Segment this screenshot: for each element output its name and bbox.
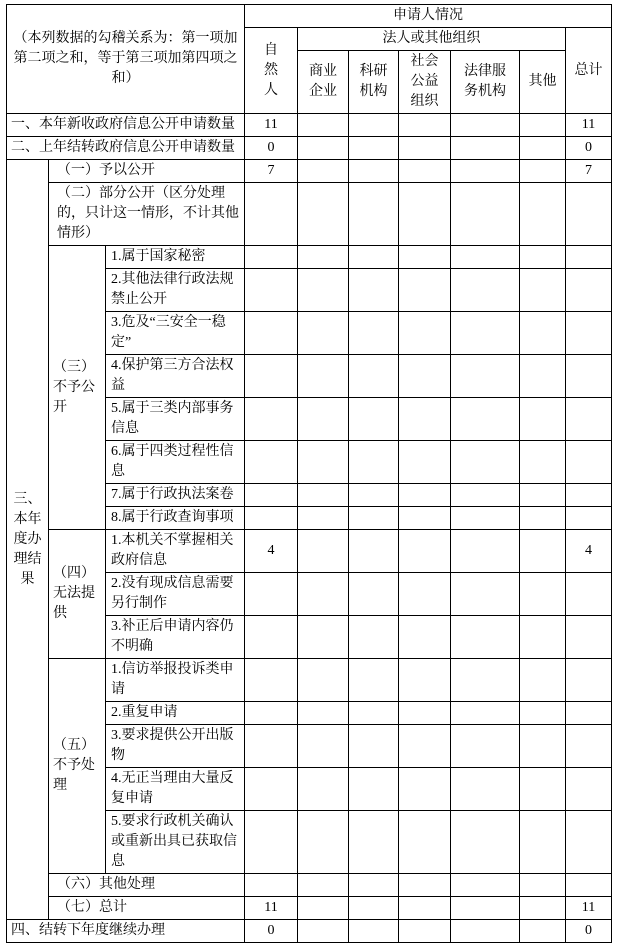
value-cell bbox=[245, 398, 298, 441]
value-cell bbox=[349, 874, 399, 897]
value-cell bbox=[399, 441, 451, 484]
value-cell: 0 bbox=[566, 137, 612, 160]
value-cell bbox=[451, 137, 520, 160]
value-cell bbox=[566, 312, 612, 355]
row-label-cell: （六）其他处理 bbox=[49, 874, 245, 897]
row-label-cell: 一、本年新收政府信息公开申请数量 bbox=[7, 114, 245, 137]
value-cell bbox=[566, 725, 612, 768]
value-cell bbox=[451, 725, 520, 768]
value-cell: 4 bbox=[245, 530, 298, 573]
value-cell bbox=[451, 702, 520, 725]
value-cell bbox=[566, 246, 612, 269]
value-cell bbox=[349, 897, 399, 920]
value-cell bbox=[399, 507, 451, 530]
value-cell bbox=[349, 725, 399, 768]
gov-info-disclosure-table bbox=[6, 4, 612, 943]
value-cell bbox=[520, 355, 566, 398]
row-label-cell: 3.危及“三安全一稳定” bbox=[106, 312, 245, 355]
col-header-legal-org-group: 法人或其他组织 bbox=[298, 28, 566, 51]
col-header-legal-service-agency-label: 法律服务机构 bbox=[464, 64, 506, 99]
value-cell bbox=[451, 114, 520, 137]
value-cell bbox=[520, 160, 566, 183]
value-cell bbox=[566, 659, 612, 702]
table-row bbox=[7, 920, 612, 943]
value-cell bbox=[298, 725, 349, 768]
row-label-cell: 4.保护第三方合法权益 bbox=[106, 355, 245, 398]
row-label-cell: 1.信访举报投诉类申请 bbox=[106, 659, 245, 702]
value-cell bbox=[451, 246, 520, 269]
value-cell bbox=[349, 530, 399, 573]
value-cell bbox=[245, 484, 298, 507]
value-cell bbox=[349, 573, 399, 616]
value-cell bbox=[245, 441, 298, 484]
value-cell bbox=[399, 725, 451, 768]
value-cell bbox=[451, 811, 520, 874]
table-row bbox=[7, 114, 612, 137]
value-cell bbox=[520, 920, 566, 943]
value-cell bbox=[520, 183, 566, 246]
table-row bbox=[7, 246, 612, 269]
value-cell bbox=[349, 811, 399, 874]
row-label-cell: 1.本机关不掌握相关政府信息 bbox=[106, 530, 245, 573]
value-cell bbox=[298, 874, 349, 897]
table-row bbox=[7, 160, 612, 183]
table-row bbox=[7, 183, 612, 246]
value-cell bbox=[566, 484, 612, 507]
value-cell bbox=[245, 507, 298, 530]
value-cell bbox=[451, 530, 520, 573]
col-header-total: 总计 bbox=[566, 28, 612, 114]
row-label-cell: （七）总计 bbox=[49, 897, 245, 920]
value-cell bbox=[245, 702, 298, 725]
value-cell bbox=[349, 702, 399, 725]
value-cell bbox=[520, 811, 566, 874]
col-header-research-institution bbox=[349, 51, 399, 114]
value-cell bbox=[566, 398, 612, 441]
value-cell bbox=[298, 616, 349, 659]
value-cell bbox=[399, 183, 451, 246]
value-cell bbox=[399, 616, 451, 659]
row-label-cell: 二、上年结转政府信息公开申请数量 bbox=[7, 137, 245, 160]
col-header-commercial-enterprise bbox=[298, 51, 349, 114]
value-cell bbox=[399, 269, 451, 312]
value-cell bbox=[566, 702, 612, 725]
value-cell bbox=[399, 246, 451, 269]
value-cell bbox=[520, 616, 566, 659]
value-cell bbox=[520, 768, 566, 811]
value-cell bbox=[520, 507, 566, 530]
value-cell bbox=[520, 269, 566, 312]
value-cell bbox=[520, 897, 566, 920]
value-cell bbox=[451, 616, 520, 659]
value-cell bbox=[399, 114, 451, 137]
value-cell bbox=[399, 398, 451, 441]
value-cell bbox=[298, 659, 349, 702]
value-cell bbox=[245, 312, 298, 355]
col-header-legal-service-agency bbox=[451, 51, 520, 114]
value-cell: 11 bbox=[245, 897, 298, 920]
value-cell bbox=[349, 398, 399, 441]
row-label-cell: 2.没有现成信息需要另行制作 bbox=[106, 573, 245, 616]
value-cell bbox=[298, 573, 349, 616]
value-cell bbox=[399, 137, 451, 160]
group-label-cell: （三）不予公开 bbox=[49, 246, 106, 530]
value-cell bbox=[566, 768, 612, 811]
value-cell bbox=[451, 659, 520, 702]
value-cell: 7 bbox=[245, 160, 298, 183]
value-cell bbox=[520, 530, 566, 573]
row-label-cell: 6.属于四类过程性信息 bbox=[106, 441, 245, 484]
value-cell bbox=[245, 811, 298, 874]
value-cell bbox=[566, 269, 612, 312]
value-cell bbox=[399, 768, 451, 811]
value-cell bbox=[566, 183, 612, 246]
value-cell bbox=[451, 398, 520, 441]
col-header-commercial-enterprise-label: 商业企业 bbox=[309, 64, 337, 99]
value-cell: 7 bbox=[566, 160, 612, 183]
value-cell bbox=[399, 160, 451, 183]
value-cell bbox=[399, 573, 451, 616]
row-label-cell: 2.其他法律行政法规禁止公开 bbox=[106, 269, 245, 312]
row-label-cell: 7.属于行政执法案卷 bbox=[106, 484, 245, 507]
table-row bbox=[7, 659, 612, 702]
corner-note: （本列数据的勾稽关系为：第一项加第二项之和，等于第三项加第四项之和） bbox=[7, 5, 245, 114]
value-cell bbox=[399, 702, 451, 725]
value-cell bbox=[245, 573, 298, 616]
value-cell: 11 bbox=[566, 114, 612, 137]
value-cell bbox=[520, 484, 566, 507]
value-cell bbox=[520, 312, 566, 355]
value-cell bbox=[349, 659, 399, 702]
value-cell bbox=[349, 114, 399, 137]
value-cell bbox=[451, 441, 520, 484]
table-row bbox=[7, 874, 612, 897]
value-cell bbox=[520, 114, 566, 137]
value-cell bbox=[451, 160, 520, 183]
value-cell bbox=[520, 702, 566, 725]
col-header-natural-person-label: 自然人 bbox=[264, 42, 278, 98]
value-cell bbox=[451, 355, 520, 398]
col-header-other: 其他 bbox=[520, 51, 566, 114]
value-cell bbox=[566, 874, 612, 897]
value-cell: 11 bbox=[566, 897, 612, 920]
value-cell bbox=[451, 312, 520, 355]
table-row bbox=[7, 137, 612, 160]
value-cell bbox=[520, 573, 566, 616]
value-cell bbox=[399, 811, 451, 874]
value-cell bbox=[520, 725, 566, 768]
value-cell bbox=[451, 183, 520, 246]
section-label-cell: 三、本年度办理结果 bbox=[7, 160, 49, 920]
value-cell bbox=[520, 874, 566, 897]
value-cell bbox=[349, 269, 399, 312]
value-cell bbox=[349, 507, 399, 530]
value-cell bbox=[298, 811, 349, 874]
value-cell bbox=[566, 811, 612, 874]
value-cell bbox=[451, 573, 520, 616]
value-cell: 0 bbox=[245, 137, 298, 160]
value-cell bbox=[349, 137, 399, 160]
row-label-cell: （一）予以公开 bbox=[49, 160, 245, 183]
value-cell bbox=[451, 768, 520, 811]
value-cell bbox=[566, 355, 612, 398]
row-label-cell: 3.要求提供公开出版物 bbox=[106, 725, 245, 768]
value-cell bbox=[566, 441, 612, 484]
value-cell bbox=[245, 616, 298, 659]
value-cell bbox=[298, 530, 349, 573]
value-cell bbox=[298, 398, 349, 441]
value-cell bbox=[451, 507, 520, 530]
value-cell bbox=[399, 484, 451, 507]
value-cell bbox=[520, 398, 566, 441]
value-cell bbox=[298, 355, 349, 398]
value-cell bbox=[298, 183, 349, 246]
value-cell bbox=[566, 573, 612, 616]
col-header-natural-person bbox=[245, 28, 298, 114]
value-cell bbox=[451, 484, 520, 507]
value-cell bbox=[298, 137, 349, 160]
value-cell: 0 bbox=[245, 920, 298, 943]
value-cell bbox=[298, 484, 349, 507]
row-label-cell: 4.无正当理由大量反复申请 bbox=[106, 768, 245, 811]
value-cell bbox=[399, 659, 451, 702]
col-header-research-institution-label: 科研机构 bbox=[359, 64, 388, 99]
value-cell: 4 bbox=[566, 530, 612, 573]
header-row-applicant bbox=[7, 5, 612, 28]
value-cell bbox=[298, 897, 349, 920]
row-label-cell: 1.属于国家秘密 bbox=[106, 246, 245, 269]
value-cell: 11 bbox=[245, 114, 298, 137]
row-label-cell: 5.要求行政机关确认或重新出具已获取信息 bbox=[106, 811, 245, 874]
value-cell bbox=[399, 312, 451, 355]
value-cell bbox=[520, 659, 566, 702]
value-cell bbox=[520, 246, 566, 269]
row-label-cell: 5.属于三类内部事务信息 bbox=[106, 398, 245, 441]
value-cell bbox=[349, 768, 399, 811]
value-cell bbox=[349, 160, 399, 183]
value-cell bbox=[298, 114, 349, 137]
value-cell bbox=[399, 355, 451, 398]
row-label-cell: 2.重复申请 bbox=[106, 702, 245, 725]
value-cell bbox=[298, 768, 349, 811]
row-label-cell: 8.属于行政查询事项 bbox=[106, 507, 245, 530]
value-cell bbox=[566, 616, 612, 659]
value-cell bbox=[298, 702, 349, 725]
value-cell bbox=[520, 441, 566, 484]
value-cell bbox=[349, 920, 399, 943]
value-cell bbox=[451, 920, 520, 943]
table-row bbox=[7, 530, 612, 573]
value-cell bbox=[349, 246, 399, 269]
value-cell bbox=[451, 874, 520, 897]
value-cell bbox=[245, 246, 298, 269]
value-cell bbox=[298, 920, 349, 943]
row-label-cell: 3.补正后申请内容仍不明确 bbox=[106, 616, 245, 659]
col-header-public-welfare-org bbox=[399, 51, 451, 114]
value-cell bbox=[349, 183, 399, 246]
value-cell bbox=[298, 160, 349, 183]
row-label-cell: （二）部分公开（区分处理的，只计这一情形，不计其他情形） bbox=[49, 183, 245, 246]
value-cell bbox=[245, 659, 298, 702]
value-cell bbox=[399, 920, 451, 943]
value-cell bbox=[520, 137, 566, 160]
value-cell bbox=[451, 897, 520, 920]
value-cell: 0 bbox=[566, 920, 612, 943]
row-label-cell: 四、结转下年度继续办理 bbox=[7, 920, 245, 943]
value-cell bbox=[245, 269, 298, 312]
value-cell bbox=[349, 441, 399, 484]
value-cell bbox=[399, 874, 451, 897]
value-cell bbox=[245, 768, 298, 811]
table-row bbox=[7, 897, 612, 920]
value-cell bbox=[399, 897, 451, 920]
value-cell bbox=[349, 484, 399, 507]
value-cell bbox=[349, 312, 399, 355]
value-cell bbox=[245, 355, 298, 398]
value-cell bbox=[245, 725, 298, 768]
value-cell bbox=[245, 874, 298, 897]
value-cell bbox=[349, 355, 399, 398]
value-cell bbox=[399, 530, 451, 573]
value-cell bbox=[298, 246, 349, 269]
group-label-cell: （四）无法提供 bbox=[49, 530, 106, 659]
header-applicant-situation: 申请人情况 bbox=[245, 5, 612, 28]
value-cell bbox=[566, 507, 612, 530]
value-cell bbox=[451, 269, 520, 312]
value-cell bbox=[245, 183, 298, 246]
value-cell bbox=[298, 269, 349, 312]
value-cell bbox=[349, 616, 399, 659]
value-cell bbox=[298, 441, 349, 484]
value-cell bbox=[298, 312, 349, 355]
value-cell bbox=[298, 507, 349, 530]
col-header-public-welfare-org-label: 社会公益组织 bbox=[410, 54, 439, 109]
group-label-cell: （五）不予处理 bbox=[49, 659, 106, 874]
